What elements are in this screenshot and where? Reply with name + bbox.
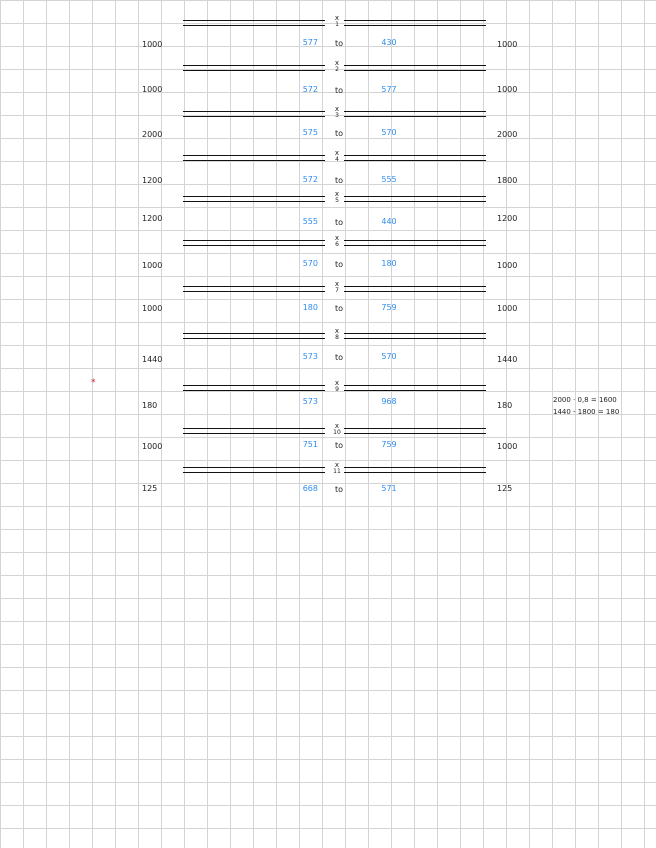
rule-line: [183, 240, 325, 241]
row-index-mark: [330, 191, 344, 204]
row-index-mark: [330, 462, 344, 475]
mark-symbol: x: [334, 422, 340, 430]
rule-line: [344, 433, 486, 434]
left-capacity: 1200: [142, 214, 163, 223]
right-capacity: 125: [497, 484, 513, 493]
rule-line: [183, 70, 325, 71]
rule-line: [344, 116, 486, 117]
to-word: to: [334, 485, 344, 494]
rule-line: [344, 472, 486, 473]
rule-line: [344, 65, 486, 66]
left-capacity: 1200: [142, 176, 163, 185]
mark-number: 10: [333, 429, 341, 436]
mark-number: 1: [335, 21, 339, 28]
to-node: 571: [381, 484, 397, 493]
rule-line: [344, 155, 486, 156]
right-capacity: 1200: [497, 214, 518, 223]
connection-row: [0, 105, 656, 157]
row-index-mark: [330, 281, 344, 294]
side-note-1: 2000 · 0,8 = 1600: [553, 396, 617, 404]
connection-row: [0, 14, 656, 66]
row-index-mark: [330, 150, 344, 163]
from-node: 573: [302, 352, 318, 361]
mark-symbol: x: [334, 461, 340, 469]
rule-line: [183, 116, 325, 117]
from-node: 575: [302, 128, 318, 137]
rule-line: [183, 286, 325, 287]
to-word: to: [334, 129, 344, 138]
connection-row: [0, 234, 656, 286]
to-node: 555: [381, 175, 397, 184]
mark-number: 11: [333, 468, 341, 475]
to-node: 968: [381, 397, 397, 406]
rule-line: [344, 240, 486, 241]
rule-line: [183, 201, 325, 202]
mark-number: 7: [335, 287, 339, 294]
rule-line: [183, 333, 325, 334]
mark-number: 5: [335, 197, 339, 204]
rule-line: [183, 245, 325, 246]
mark-symbol: x: [334, 234, 340, 242]
from-node: 570: [302, 259, 318, 268]
to-word: to: [334, 441, 344, 450]
right-capacity: 1000: [497, 40, 518, 49]
to-node: 570: [381, 352, 397, 361]
row-index-mark: [330, 380, 344, 393]
mark-symbol: x: [334, 190, 340, 198]
from-node: 572: [302, 85, 318, 94]
rule-line: [183, 65, 325, 66]
from-node: 180: [302, 303, 318, 312]
side-note-2: 1440 - 1800 = 180: [553, 408, 620, 416]
rule-line: [344, 160, 486, 161]
from-node: 555: [302, 217, 318, 226]
right-capacity: 1000: [497, 261, 518, 270]
to-node: 759: [381, 440, 397, 449]
rule-line: [183, 472, 325, 473]
from-node: 573: [302, 397, 318, 406]
to-word: to: [334, 260, 344, 269]
right-capacity: 1440: [497, 355, 518, 364]
left-capacity: 1440: [142, 355, 163, 364]
left-capacity: 1000: [142, 304, 163, 313]
mark-symbol: x: [334, 59, 340, 67]
mark-number: 3: [335, 112, 339, 119]
connection-row: [0, 149, 656, 201]
rule-line: [183, 111, 325, 112]
rule-line: [344, 467, 486, 468]
to-word: to: [334, 86, 344, 95]
mark-number: 9: [335, 386, 339, 393]
row-index-mark: [330, 423, 344, 436]
rule-line: [183, 155, 325, 156]
mark-symbol: x: [334, 105, 340, 113]
rule-line: [344, 70, 486, 71]
rule-line: [344, 333, 486, 334]
mark-symbol: x: [334, 14, 340, 22]
rule-line: [183, 433, 325, 434]
right-capacity: 2000: [497, 130, 518, 139]
left-capacity: 180: [142, 401, 158, 410]
rule-line: [183, 467, 325, 468]
from-node: 577: [302, 38, 318, 47]
row-index-mark: [330, 328, 344, 341]
rule-line: [183, 25, 325, 26]
to-node: 440: [381, 217, 397, 226]
rule-line: [344, 245, 486, 246]
rule-line: [183, 338, 325, 339]
mark-number: 4: [335, 156, 339, 163]
to-word: to: [334, 218, 344, 227]
rule-line: [344, 286, 486, 287]
connection-row: [0, 59, 656, 111]
row-index-mark: [330, 15, 344, 28]
mark-symbol: x: [334, 327, 340, 335]
to-word: to: [334, 39, 344, 48]
row-index-mark: [330, 235, 344, 248]
star-marker: *: [91, 378, 96, 388]
connection-row: [0, 280, 656, 332]
left-capacity: 1000: [142, 40, 163, 49]
rule-line: [344, 428, 486, 429]
to-node: 570: [381, 128, 397, 137]
rule-line: [344, 111, 486, 112]
mark-symbol: x: [334, 379, 340, 387]
rule-line: [344, 338, 486, 339]
row-index-mark: [330, 60, 344, 73]
rule-line: [183, 291, 325, 292]
rule-line: [344, 385, 486, 386]
rule-line: [183, 160, 325, 161]
left-capacity: 2000: [142, 130, 163, 139]
row-index-mark: [330, 106, 344, 119]
right-capacity: 180: [497, 401, 513, 410]
mark-number: 6: [335, 241, 339, 248]
connection-row: [0, 327, 656, 379]
connection-row: [0, 190, 656, 242]
rule-line: [344, 20, 486, 21]
rule-line: [344, 390, 486, 391]
rule-line: [344, 291, 486, 292]
to-word: to: [334, 176, 344, 185]
rule-line: [183, 20, 325, 21]
to-node: 430: [381, 38, 397, 47]
mark-number: 8: [335, 334, 339, 341]
to-node: 180: [381, 259, 397, 268]
rule-line: [183, 196, 325, 197]
left-capacity: 125: [142, 484, 158, 493]
right-capacity: 1000: [497, 85, 518, 94]
rule-line: [344, 25, 486, 26]
mark-number: 2: [335, 66, 339, 73]
to-node: 759: [381, 303, 397, 312]
mark-symbol: x: [334, 280, 340, 288]
to-word: to: [334, 304, 344, 313]
to-word: to: [334, 353, 344, 362]
rule-line: [183, 390, 325, 391]
left-capacity: 1000: [142, 85, 163, 94]
right-capacity: 1000: [497, 442, 518, 451]
right-capacity: 1000: [497, 304, 518, 313]
mark-symbol: x: [334, 149, 340, 157]
from-node: 572: [302, 175, 318, 184]
rule-line: [344, 201, 486, 202]
from-node: 751: [302, 440, 318, 449]
left-capacity: 1000: [142, 442, 163, 451]
rule-line: [183, 428, 325, 429]
connection-row: [0, 461, 656, 513]
to-node: 577: [381, 85, 397, 94]
left-capacity: 1000: [142, 261, 163, 270]
right-capacity: 1800: [497, 176, 518, 185]
from-node: 668: [302, 484, 318, 493]
rule-line: [344, 196, 486, 197]
rule-line: [183, 385, 325, 386]
